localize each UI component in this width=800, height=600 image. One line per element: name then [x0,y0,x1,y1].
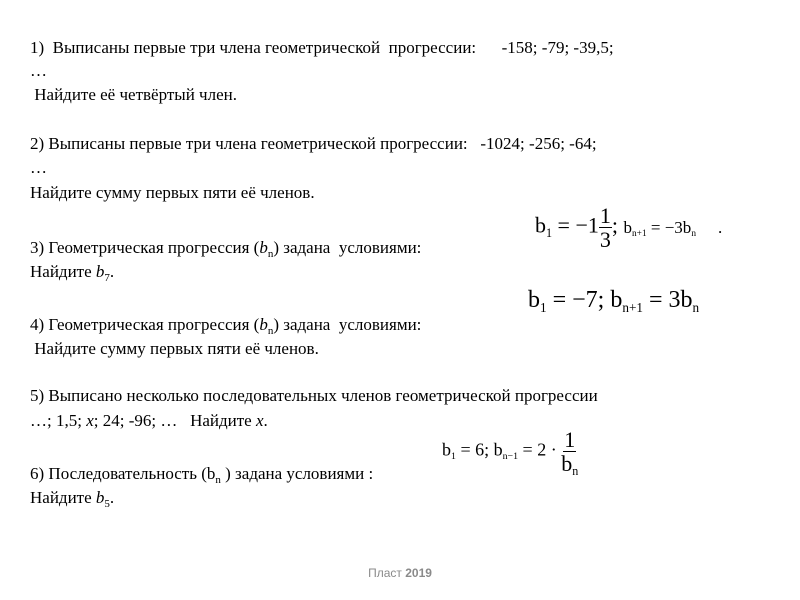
footer-label: Пласт [368,566,402,580]
problem-6-statement: 6) Последовательность ($b_n$ ) задана условиями : [30,464,374,486]
footer-year: 2019 [405,566,432,580]
problem-2-line-1: 2) Выписаны первые три члена геометрической прогрессии: -1024; -256; -64; [30,134,597,153]
problem-3-statement: 3) Геометрическая прогрессия $(b_n)$ задана условиями: [30,238,422,260]
fraction-one-over-bn: $\frac{1}{bn}$ [561,427,579,479]
fraction-one-third: $\frac{1}{3}$ [599,203,611,253]
problem-5-line-1: 5) Выписано несколько последовательных членов геометрической прогрессии [30,386,598,405]
problem-1-line-1: 1) Выписаны первые три члена геометрической прогрессии: -158; -79; -39,5; [30,38,614,57]
problem-2-ellipsis: … [30,158,47,177]
problem-2-task: Найдите сумму первых пяти её членов. [30,183,315,202]
problem-4-statement: 4) Геометрическая прогрессия $(b_n)$ задана условиями: [30,315,422,337]
problem-6-task: Найдите $b_5$. [30,488,115,510]
problem-1-ellipsis: … [30,61,47,80]
problem-4-task: Найдите сумму первых пяти её членов. [30,339,319,358]
problem-4-formula: b1 = −7; bn+1 = 3bn [528,287,700,315]
problem-3-formula: b1 = −1 $\frac{1}{3}$ ; bn+1 = −3bn . [535,203,723,253]
subscript: n [267,248,274,260]
footer [0,566,800,580]
problem-3-task: Найдите $b_7$. [30,262,115,284]
problem-1-task: Найдите её четвёртый член. [30,85,237,104]
problem-6-formula: b1 = 6; bn−1 = 2 · $\frac{1}{bn}$ [442,427,579,479]
problem-5-line-2: …; 1,5; x; 24; -96; … Найдите x. [30,411,268,430]
